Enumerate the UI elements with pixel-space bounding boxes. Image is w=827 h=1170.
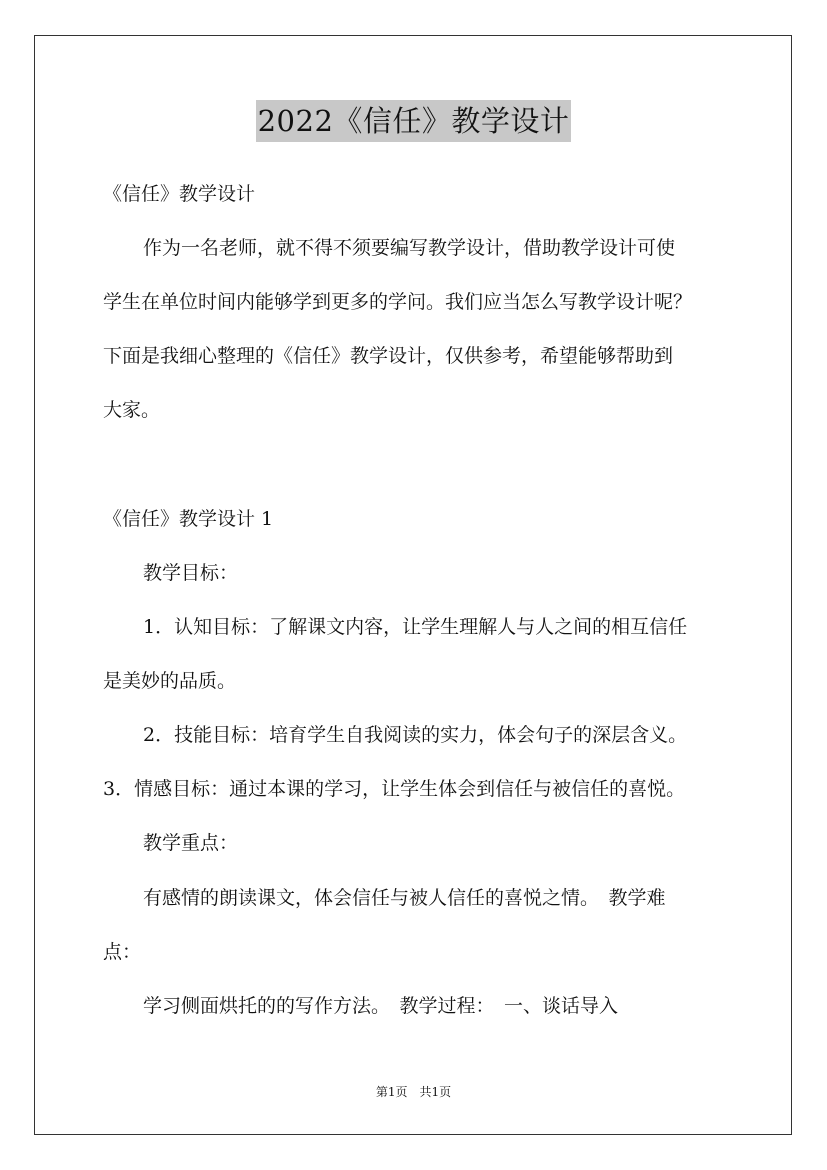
paragraph-line: 有感情的朗读课文，体会信任与被人信任的喜悦之情。 教学难: [143, 887, 666, 909]
paragraph-line: 1．认知目标：了解课文内容，让学生理解人与人之间的相互信任: [143, 616, 688, 638]
paragraph-line: 大家。: [103, 399, 161, 421]
paragraph-line: 2．技能目标：培育学生自我阅读的实力，体会句子的深层含义。: [143, 724, 688, 746]
paragraph-line: 作为一名老师，就不得不须要编写教学设计，借助教学设计可使: [143, 237, 676, 259]
document-title: 2022《信任》教学设计: [256, 100, 572, 142]
paragraph-line: 点：: [103, 941, 142, 963]
paragraph-line: 学生在单位时间内能够学到更多的学问。我们应当怎么写教学设计呢？: [103, 291, 693, 313]
section-heading: 《信任》教学设计: [103, 183, 256, 205]
page-footer: 第1页 共1页: [375, 1085, 452, 1099]
paragraph-line: 教学重点：: [143, 832, 239, 854]
paragraph-line: 是美妙的品质。: [103, 670, 237, 692]
paragraph-line: 下面是我细心整理的《信任》教学设计，仅供参考，希望能够帮助到: [103, 345, 674, 367]
paragraph-line: 学习侧面烘托的的写作方法。 教学过程： 一、谈话导入: [143, 995, 619, 1017]
title-container: [0, 100, 827, 142]
paragraph-line: 教学目标：: [143, 562, 239, 584]
paragraph-line: 3．情感目标：通过本课的学习，让学生体会到信任与被信任的喜悦。: [103, 778, 686, 800]
section-heading: 《信任》教学设计 1: [103, 508, 274, 530]
